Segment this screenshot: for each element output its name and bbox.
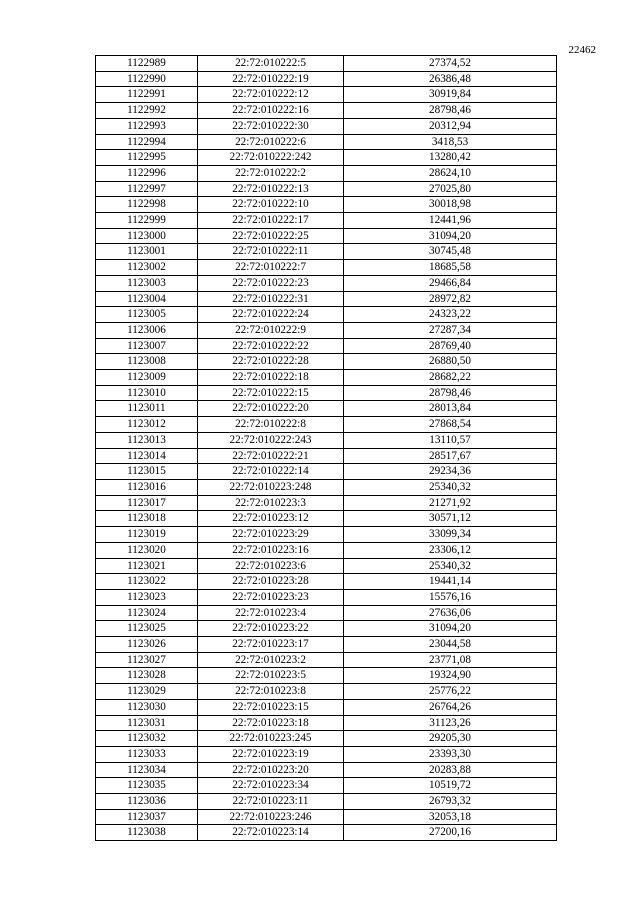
row-number-cell: 1123030 bbox=[96, 699, 198, 715]
row-number-cell: 1123018 bbox=[96, 511, 198, 527]
row-number-cell: 1123032 bbox=[96, 731, 198, 747]
cadastral-number-cell: 22:72:010222:15 bbox=[198, 385, 344, 401]
table-row bbox=[96, 589, 557, 605]
cadastral-number-cell: 22:72:010223:4 bbox=[198, 605, 344, 621]
row-number-cell: 1123000 bbox=[96, 228, 198, 244]
row-number-cell: 1123022 bbox=[96, 574, 198, 590]
table-row bbox=[96, 213, 557, 229]
cadastral-number-cell: 22:72:010222:9 bbox=[198, 322, 344, 338]
table-row bbox=[96, 746, 557, 762]
row-number-cell: 1123037 bbox=[96, 809, 198, 825]
value-cell: 30018,98 bbox=[344, 197, 557, 213]
cadastral-number-cell: 22:72:010222:14 bbox=[198, 464, 344, 480]
value-cell: 28517,67 bbox=[344, 448, 557, 464]
row-number-cell: 1123013 bbox=[96, 432, 198, 448]
value-cell: 29234,36 bbox=[344, 464, 557, 480]
cadastral-number-cell: 22:72:010222:21 bbox=[198, 448, 344, 464]
table-row bbox=[96, 87, 557, 103]
cadastral-number-cell: 22:72:010223:245 bbox=[198, 731, 344, 747]
value-cell: 30745,48 bbox=[344, 244, 557, 260]
table-row bbox=[96, 794, 557, 810]
table-row bbox=[96, 432, 557, 448]
value-cell: 28798,46 bbox=[344, 385, 557, 401]
table-row bbox=[96, 778, 557, 794]
table-row bbox=[96, 244, 557, 260]
table-row bbox=[96, 479, 557, 495]
row-number-cell: 1123021 bbox=[96, 558, 198, 574]
value-cell: 10519,72 bbox=[344, 778, 557, 794]
value-cell: 19441,14 bbox=[344, 574, 557, 590]
row-number-cell: 1122997 bbox=[96, 181, 198, 197]
row-number-cell: 1123016 bbox=[96, 479, 198, 495]
cadastral-number-cell: 22:72:010222:20 bbox=[198, 401, 344, 417]
table-row bbox=[96, 181, 557, 197]
row-number-cell: 1123031 bbox=[96, 715, 198, 731]
value-cell: 26880,50 bbox=[344, 354, 557, 370]
table-row bbox=[96, 103, 557, 119]
value-cell: 32053,18 bbox=[344, 809, 557, 825]
cadastral-number-cell: 22:72:010222:6 bbox=[198, 134, 344, 150]
row-number-cell: 1122990 bbox=[96, 71, 198, 87]
cadastral-number-cell: 22:72:010222:16 bbox=[198, 103, 344, 119]
value-cell: 28013,84 bbox=[344, 401, 557, 417]
cadastral-number-cell: 22:72:010223:248 bbox=[198, 479, 344, 495]
cadastral-number-cell: 22:72:010222:13 bbox=[198, 181, 344, 197]
value-cell: 20312,94 bbox=[344, 118, 557, 134]
cadastral-number-cell: 22:72:010223:28 bbox=[198, 574, 344, 590]
value-cell: 28769,40 bbox=[344, 338, 557, 354]
row-number-cell: 1123011 bbox=[96, 401, 198, 417]
value-cell: 25340,32 bbox=[344, 558, 557, 574]
table-row bbox=[96, 684, 557, 700]
value-cell: 29466,84 bbox=[344, 275, 557, 291]
cadastral-number-cell: 22:72:010222:11 bbox=[198, 244, 344, 260]
row-number-cell: 1123010 bbox=[96, 385, 198, 401]
cadastral-number-cell: 22:72:010222:7 bbox=[198, 260, 344, 276]
cadastral-number-cell: 22:72:010223:19 bbox=[198, 746, 344, 762]
table-row bbox=[96, 291, 557, 307]
row-number-cell: 1123036 bbox=[96, 794, 198, 810]
cadastral-number-cell: 22:72:010222:24 bbox=[198, 307, 344, 323]
row-number-cell: 1123024 bbox=[96, 605, 198, 621]
row-number-cell: 1122991 bbox=[96, 87, 198, 103]
table-row bbox=[96, 260, 557, 276]
row-number-cell: 1123029 bbox=[96, 684, 198, 700]
row-number-cell: 1123026 bbox=[96, 637, 198, 653]
row-number-cell: 1122996 bbox=[96, 165, 198, 181]
value-cell: 13280,42 bbox=[344, 150, 557, 166]
value-cell: 19324,90 bbox=[344, 668, 557, 684]
cadastral-number-cell: 22:72:010222:12 bbox=[198, 87, 344, 103]
row-number-cell: 1123017 bbox=[96, 495, 198, 511]
value-cell: 33099,34 bbox=[344, 527, 557, 543]
row-number-cell: 1123034 bbox=[96, 762, 198, 778]
table-row bbox=[96, 464, 557, 480]
cadastral-number-cell: 22:72:010222:19 bbox=[198, 71, 344, 87]
value-cell: 3418,53 bbox=[344, 134, 557, 150]
value-cell: 27636,06 bbox=[344, 605, 557, 621]
value-cell: 27200,16 bbox=[344, 825, 557, 841]
cadastral-number-cell: 22:72:010223:17 bbox=[198, 637, 344, 653]
table-body bbox=[96, 56, 557, 841]
row-number-cell: 1123020 bbox=[96, 542, 198, 558]
value-cell: 27287,34 bbox=[344, 322, 557, 338]
value-cell: 30571,12 bbox=[344, 511, 557, 527]
page-number: 22462 bbox=[568, 44, 596, 56]
table-row bbox=[96, 574, 557, 590]
row-number-cell: 1123003 bbox=[96, 275, 198, 291]
value-cell: 28798,46 bbox=[344, 103, 557, 119]
cadastral-number-cell: 22:72:010222:243 bbox=[198, 432, 344, 448]
value-cell: 27025,80 bbox=[344, 181, 557, 197]
value-cell: 13110,57 bbox=[344, 432, 557, 448]
value-cell: 23771,08 bbox=[344, 652, 557, 668]
cadastral-number-cell: 22:72:010223:16 bbox=[198, 542, 344, 558]
table-row bbox=[96, 448, 557, 464]
table-row bbox=[96, 495, 557, 511]
table-row bbox=[96, 385, 557, 401]
value-cell: 28624,10 bbox=[344, 165, 557, 181]
row-number-cell: 1123014 bbox=[96, 448, 198, 464]
table-row bbox=[96, 197, 557, 213]
table-row bbox=[96, 322, 557, 338]
row-number-cell: 1122995 bbox=[96, 150, 198, 166]
cadastral-number-cell: 22:72:010222:8 bbox=[198, 417, 344, 433]
cadastral-number-cell: 22:72:010223:246 bbox=[198, 809, 344, 825]
value-cell: 23393,30 bbox=[344, 746, 557, 762]
row-number-cell: 1123006 bbox=[96, 322, 198, 338]
cadastral-number-cell: 22:72:010222:2 bbox=[198, 165, 344, 181]
row-number-cell: 1123015 bbox=[96, 464, 198, 480]
table-row bbox=[96, 118, 557, 134]
row-number-cell: 1123004 bbox=[96, 291, 198, 307]
data-table bbox=[95, 55, 557, 841]
row-number-cell: 1123038 bbox=[96, 825, 198, 841]
cadastral-number-cell: 22:72:010222:23 bbox=[198, 275, 344, 291]
value-cell: 31123,26 bbox=[344, 715, 557, 731]
cadastral-number-cell: 22:72:010222:28 bbox=[198, 354, 344, 370]
table-row bbox=[96, 511, 557, 527]
row-number-cell: 1123001 bbox=[96, 244, 198, 260]
row-number-cell: 1122998 bbox=[96, 197, 198, 213]
cadastral-number-cell: 22:72:010222:30 bbox=[198, 118, 344, 134]
row-number-cell: 1123008 bbox=[96, 354, 198, 370]
row-number-cell: 1123028 bbox=[96, 668, 198, 684]
table-row bbox=[96, 370, 557, 386]
table-row bbox=[96, 354, 557, 370]
cadastral-number-cell: 22:72:010223:18 bbox=[198, 715, 344, 731]
row-number-cell: 1123035 bbox=[96, 778, 198, 794]
cadastral-number-cell: 22:72:010223:8 bbox=[198, 684, 344, 700]
table-row bbox=[96, 401, 557, 417]
value-cell: 18685,58 bbox=[344, 260, 557, 276]
value-cell: 26793,32 bbox=[344, 794, 557, 810]
cadastral-number-cell: 22:72:010223:3 bbox=[198, 495, 344, 511]
row-number-cell: 1122994 bbox=[96, 134, 198, 150]
cadastral-number-cell: 22:72:010222:10 bbox=[198, 197, 344, 213]
value-cell: 26386,48 bbox=[344, 71, 557, 87]
table-row bbox=[96, 338, 557, 354]
row-number-cell: 1123005 bbox=[96, 307, 198, 323]
cadastral-number-cell: 22:72:010223:23 bbox=[198, 589, 344, 605]
value-cell: 20283,88 bbox=[344, 762, 557, 778]
table-row bbox=[96, 275, 557, 291]
table-row bbox=[96, 715, 557, 731]
cadastral-number-cell: 22:72:010223:29 bbox=[198, 527, 344, 543]
cadastral-number-cell: 22:72:010223:14 bbox=[198, 825, 344, 841]
row-number-cell: 1122989 bbox=[96, 56, 198, 72]
table-row bbox=[96, 699, 557, 715]
cadastral-number-cell: 22:72:010222:22 bbox=[198, 338, 344, 354]
table-row bbox=[96, 417, 557, 433]
cadastral-number-cell: 22:72:010223:22 bbox=[198, 621, 344, 637]
cadastral-number-cell: 22:72:010222:25 bbox=[198, 228, 344, 244]
value-cell: 23306,12 bbox=[344, 542, 557, 558]
row-number-cell: 1122993 bbox=[96, 118, 198, 134]
value-cell: 12441,96 bbox=[344, 213, 557, 229]
table-row bbox=[96, 762, 557, 778]
cadastral-number-cell: 22:72:010222:18 bbox=[198, 370, 344, 386]
value-cell: 27374,52 bbox=[344, 56, 557, 72]
row-number-cell: 1123012 bbox=[96, 417, 198, 433]
table-row bbox=[96, 527, 557, 543]
value-cell: 24323,22 bbox=[344, 307, 557, 323]
value-cell: 21271,92 bbox=[344, 495, 557, 511]
value-cell: 31094,20 bbox=[344, 228, 557, 244]
table-row bbox=[96, 652, 557, 668]
cadastral-number-cell: 22:72:010223:20 bbox=[198, 762, 344, 778]
table-row bbox=[96, 668, 557, 684]
row-number-cell: 1123002 bbox=[96, 260, 198, 276]
table-row bbox=[96, 71, 557, 87]
cadastral-number-cell: 22:72:010222:31 bbox=[198, 291, 344, 307]
row-number-cell: 1123025 bbox=[96, 621, 198, 637]
table-row bbox=[96, 134, 557, 150]
table-row bbox=[96, 809, 557, 825]
table-row bbox=[96, 56, 557, 72]
value-cell: 28972,82 bbox=[344, 291, 557, 307]
table-row bbox=[96, 542, 557, 558]
row-number-cell: 1123033 bbox=[96, 746, 198, 762]
table-row bbox=[96, 605, 557, 621]
row-number-cell: 1123007 bbox=[96, 338, 198, 354]
table-row bbox=[96, 165, 557, 181]
value-cell: 27868,54 bbox=[344, 417, 557, 433]
cadastral-number-cell: 22:72:010222:17 bbox=[198, 213, 344, 229]
table-row bbox=[96, 150, 557, 166]
cadastral-number-cell: 22:72:010223:12 bbox=[198, 511, 344, 527]
value-cell: 25776,22 bbox=[344, 684, 557, 700]
table-row bbox=[96, 637, 557, 653]
value-cell: 29205,30 bbox=[344, 731, 557, 747]
table-row bbox=[96, 731, 557, 747]
table-row bbox=[96, 825, 557, 841]
value-cell: 23044,58 bbox=[344, 637, 557, 653]
row-number-cell: 1123019 bbox=[96, 527, 198, 543]
cadastral-number-cell: 22:72:010223:2 bbox=[198, 652, 344, 668]
table-row bbox=[96, 307, 557, 323]
cadastral-number-cell: 22:72:010223:6 bbox=[198, 558, 344, 574]
value-cell: 26764,26 bbox=[344, 699, 557, 715]
value-cell: 15576,16 bbox=[344, 589, 557, 605]
row-number-cell: 1122992 bbox=[96, 103, 198, 119]
value-cell: 31094,20 bbox=[344, 621, 557, 637]
cadastral-number-cell: 22:72:010223:34 bbox=[198, 778, 344, 794]
value-cell: 25340,32 bbox=[344, 479, 557, 495]
row-number-cell: 1123027 bbox=[96, 652, 198, 668]
cadastral-number-cell: 22:72:010222:242 bbox=[198, 150, 344, 166]
cadastral-number-cell: 22:72:010222:5 bbox=[198, 56, 344, 72]
row-number-cell: 1122999 bbox=[96, 213, 198, 229]
row-number-cell: 1123009 bbox=[96, 370, 198, 386]
value-cell: 28682,22 bbox=[344, 370, 557, 386]
value-cell: 30919,84 bbox=[344, 87, 557, 103]
table-row bbox=[96, 621, 557, 637]
cadastral-number-cell: 22:72:010223:11 bbox=[198, 794, 344, 810]
cadastral-number-cell: 22:72:010223:5 bbox=[198, 668, 344, 684]
cadastral-number-cell: 22:72:010223:15 bbox=[198, 699, 344, 715]
table-row bbox=[96, 558, 557, 574]
row-number-cell: 1123023 bbox=[96, 589, 198, 605]
table-row bbox=[96, 228, 557, 244]
